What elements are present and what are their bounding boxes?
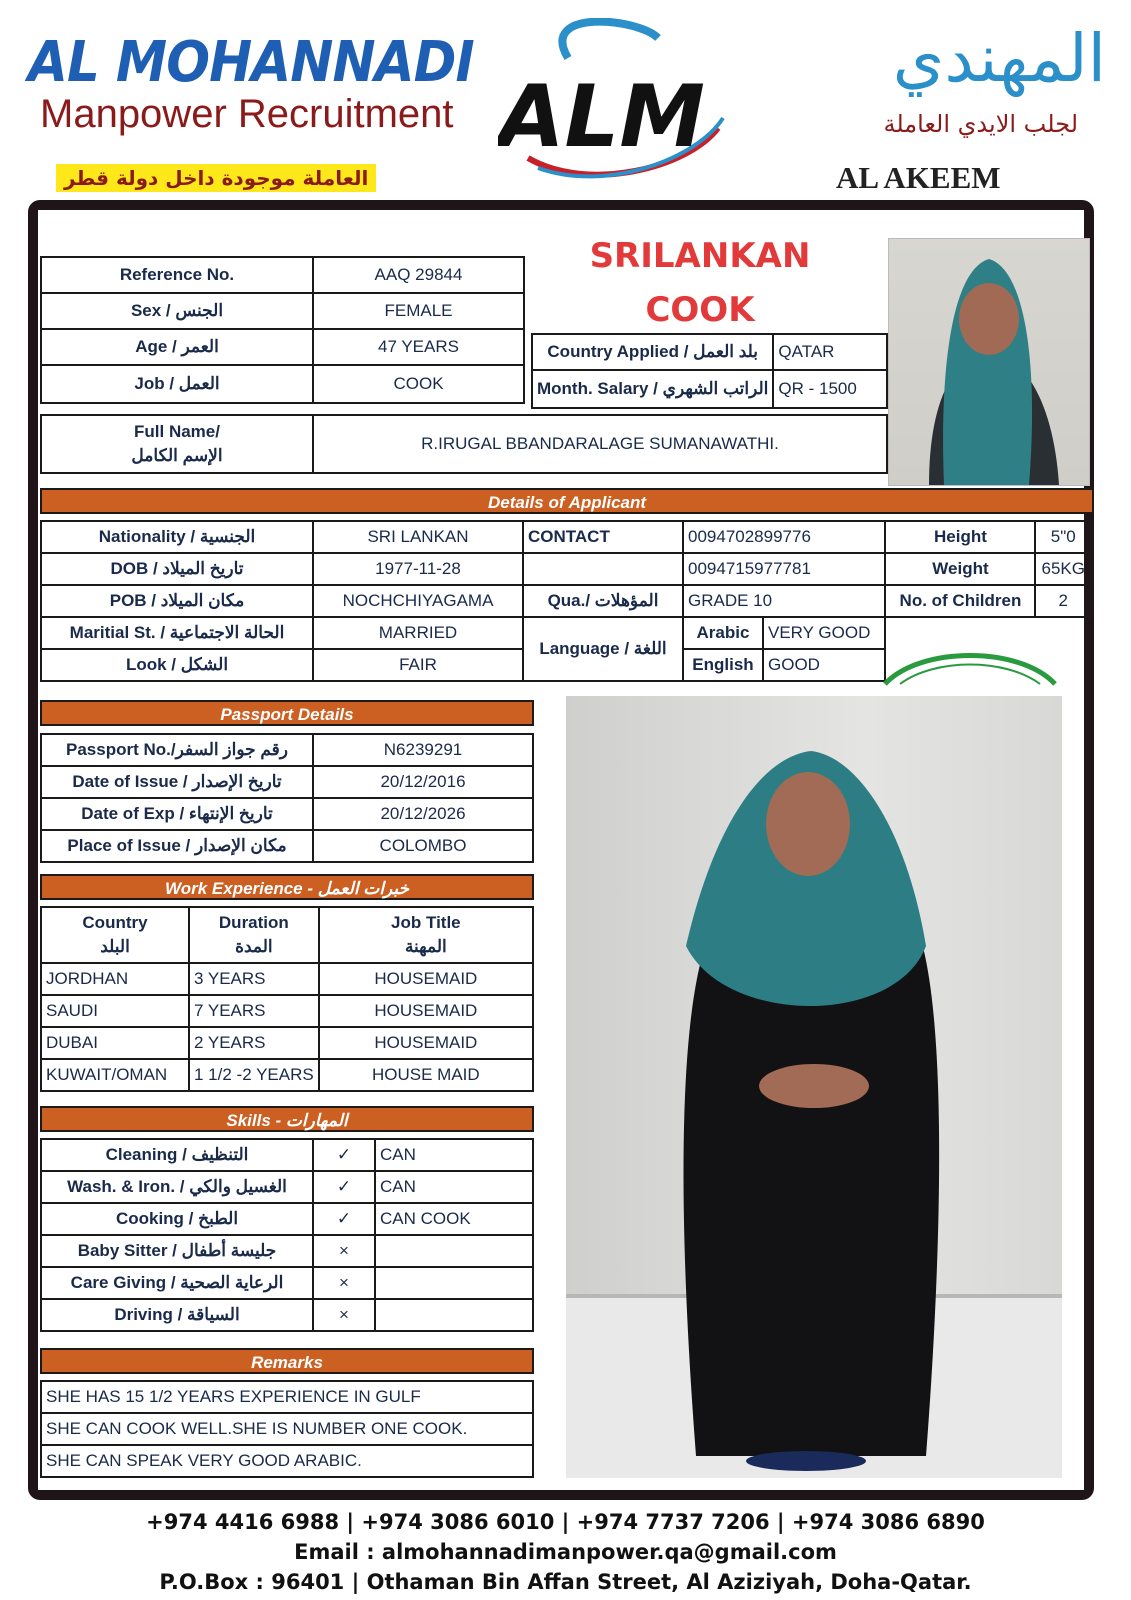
skill-note: CAN COOK [375, 1203, 533, 1235]
skill-label: Cleaning / التنظيف [41, 1139, 313, 1171]
age-value: 47 YEARS [313, 329, 524, 365]
arabic-label: Arabic [683, 617, 763, 649]
col-duration-header: Duration [218, 913, 289, 932]
skill-mark: × [313, 1299, 375, 1331]
brand-subtitle-arabic: لجلب الايدي العاملة [883, 110, 1078, 138]
skill-note [375, 1235, 533, 1267]
job-cell: HOUSE MAID [319, 1059, 533, 1091]
nationality-value: SRI LANKAN [313, 521, 523, 553]
duration-cell: 7 YEARS [189, 995, 319, 1027]
passport-no-value: N6239291 [313, 734, 533, 766]
remark-line: SHE CAN COOK WELL.SHE IS NUMBER ONE COOK. [41, 1413, 533, 1445]
sub-brand: AL AKEEM [836, 160, 1001, 195]
headline-job: COOK [645, 290, 755, 330]
footer-phones: +974 4416 6988 | +974 3086 6010 | +974 7737 7206 | +974 3086 6890 [146, 1510, 985, 1534]
skill-row [41, 1299, 533, 1331]
job-label: Job / العمل [41, 365, 313, 403]
marital-value: MARRIED [313, 617, 523, 649]
skill-label: Driving / السياقة [41, 1299, 313, 1331]
country-cell: KUWAIT/OMAN [41, 1059, 189, 1091]
look-value: FAIR [313, 649, 523, 681]
look-label: Look / الشكل [41, 649, 313, 681]
country-applied-value: QATAR [773, 334, 887, 370]
table-row [41, 963, 533, 995]
col-job-header-arabic: المهنة [404, 937, 447, 956]
sex-value: FEMALE [313, 293, 524, 329]
skill-label: Care Giving / الرعاية الصحية [41, 1267, 313, 1299]
skill-row [41, 1171, 533, 1203]
height-label: Height [885, 521, 1035, 553]
pob-value: NOCHCHIYAGAMA [313, 585, 523, 617]
footer-email: Email : almohannadimanpower.qa@gmail.com [294, 1540, 837, 1564]
skill-mark: ✓ [313, 1203, 375, 1235]
language-label: Language / اللغة [523, 617, 683, 681]
duration-cell: 1 1/2 -2 YEARS [189, 1059, 319, 1091]
green-arc-decoration [880, 646, 1060, 686]
table-row [41, 1027, 533, 1059]
fullname-table [40, 414, 888, 474]
skill-note: CAN [375, 1139, 533, 1171]
headline-nationality: SRILANKAN [589, 236, 811, 276]
applicant-photo-portrait [888, 238, 1090, 486]
qualification-label: Qua./ المؤهلات [523, 585, 683, 617]
skill-mark: × [313, 1267, 375, 1299]
expiry-date-value: 20/12/2026 [313, 798, 533, 830]
english-value: GOOD [763, 649, 885, 681]
contact-2: 0094715977781 [683, 553, 885, 585]
fullname-label: Full Name/ [134, 422, 220, 441]
brand-subtitle: Manpower Recruitment [40, 92, 454, 136]
table-row [41, 995, 533, 1027]
dob-value: 1977-11-28 [313, 553, 523, 585]
availability-banner: العاملة موجودة داخل دولة قطر [56, 164, 376, 192]
expiry-date-label: Date of Exp / تاريخ الإنتهاء [41, 798, 313, 830]
col-country-header-arabic: البلد [100, 937, 130, 956]
remark-line: SHE HAS 15 1/2 YEARS EXPERIENCE IN GULF [41, 1381, 533, 1413]
salary-label: Month. Salary / الراتب الشهري [532, 370, 773, 408]
reference-label: Reference No. [41, 257, 313, 293]
children-value: 2 [1035, 585, 1091, 617]
skill-label: Wash. & Iron. / الغسيل والكي [41, 1171, 313, 1203]
qualification-value: GRADE 10 [683, 585, 885, 617]
country-cell: DUBAI [41, 1027, 189, 1059]
job-cell: HOUSEMAID [319, 1027, 533, 1059]
height-value: 5"0 [1035, 521, 1091, 553]
details-section-title: Details of Applicant [40, 488, 1094, 514]
skill-note [375, 1267, 533, 1299]
brand-name-english: AL MOHANNADI [28, 30, 474, 95]
pob-label: POB / مكان الميلاد [41, 585, 313, 617]
age-label: Age / العمر [41, 329, 313, 365]
contact-1: 0094702899776 [683, 521, 885, 553]
skill-row [41, 1235, 533, 1267]
footer-address: P.O.Box : 96401 | Othaman Bin Affan Street, Al Aziziyah, Doha-Qatar. [159, 1570, 972, 1594]
children-label: No. of Children [885, 585, 1035, 617]
contact-label: CONTACT [523, 521, 683, 553]
skill-row [41, 1267, 533, 1299]
weight-label: Weight [885, 553, 1035, 585]
col-country-header: Country [82, 913, 148, 932]
fullname-value: R.IRUGAL BBANDARALAGE SUMANAWATHI. [313, 415, 887, 473]
dob-label: DOB / تاريخ الميلاد [41, 553, 313, 585]
col-duration-header-arabic: المدة [235, 937, 273, 956]
marital-label: Maritial St. / الحالة الاجتماعية [41, 617, 313, 649]
skill-mark: × [313, 1235, 375, 1267]
skill-mark: ✓ [313, 1171, 375, 1203]
remark-line: SHE CAN SPEAK VERY GOOD ARABIC. [41, 1445, 533, 1477]
skill-mark: ✓ [313, 1139, 375, 1171]
skills-section-title: Skills - المهارات [40, 1106, 534, 1132]
fullname-label-arabic: الإسم الكامل [131, 446, 223, 465]
job-cell: HOUSEMAID [319, 963, 533, 995]
skills-table [40, 1138, 534, 1332]
skill-label: Baby Sitter / جليسة أطفال [41, 1235, 313, 1267]
applicant-photo-full [566, 696, 1062, 1478]
issue-date-label: Date of Issue / تاريخ الإصدار [41, 766, 313, 798]
passport-section-title: Passport Details [40, 700, 534, 726]
issue-place-value: COLOMBO [313, 830, 533, 862]
country-applied-label: Country Applied / بلد العمل [532, 334, 773, 370]
skill-row [41, 1139, 533, 1171]
country-salary-table [531, 333, 888, 409]
salary-value: QR - 1500 [773, 370, 887, 408]
country-cell: SAUDI [41, 995, 189, 1027]
experience-table [40, 906, 534, 1092]
sex-label: Sex / الجنس [41, 293, 313, 329]
reference-value: AAQ 29844 [313, 257, 524, 293]
skill-label: Cooking / الطبخ [41, 1203, 313, 1235]
english-label: English [683, 649, 763, 681]
table-row [41, 1059, 533, 1091]
col-job-header: Job Title [391, 913, 461, 932]
issue-place-label: Place of Issue / مكان الإصدار [41, 830, 313, 862]
duration-cell: 2 YEARS [189, 1027, 319, 1059]
duration-cell: 3 YEARS [189, 963, 319, 995]
skill-note: CAN [375, 1171, 533, 1203]
remarks-table [40, 1380, 534, 1478]
job-cell: HOUSEMAID [319, 995, 533, 1027]
issue-date-value: 20/12/2016 [313, 766, 533, 798]
skill-note [375, 1299, 533, 1331]
arabic-value: VERY GOOD [763, 617, 885, 649]
nationality-label: Nationality / الجنسية [41, 521, 313, 553]
weight-value: 65KG [1035, 553, 1091, 585]
passport-no-label: Passport No./رقم جواز السفر [41, 734, 313, 766]
job-value: COOK [313, 365, 524, 403]
country-cell: JORDHAN [41, 963, 189, 995]
experience-section-title: Work Experience - خبرات العمل [40, 874, 534, 900]
remarks-section-title: Remarks [40, 1348, 534, 1374]
brand-name-arabic: المهندي [892, 20, 1106, 97]
alm-logo [498, 18, 733, 183]
logo-text: ALM [498, 67, 705, 167]
passport-table [40, 733, 534, 863]
skill-row [41, 1203, 533, 1235]
summary-table [40, 256, 525, 404]
